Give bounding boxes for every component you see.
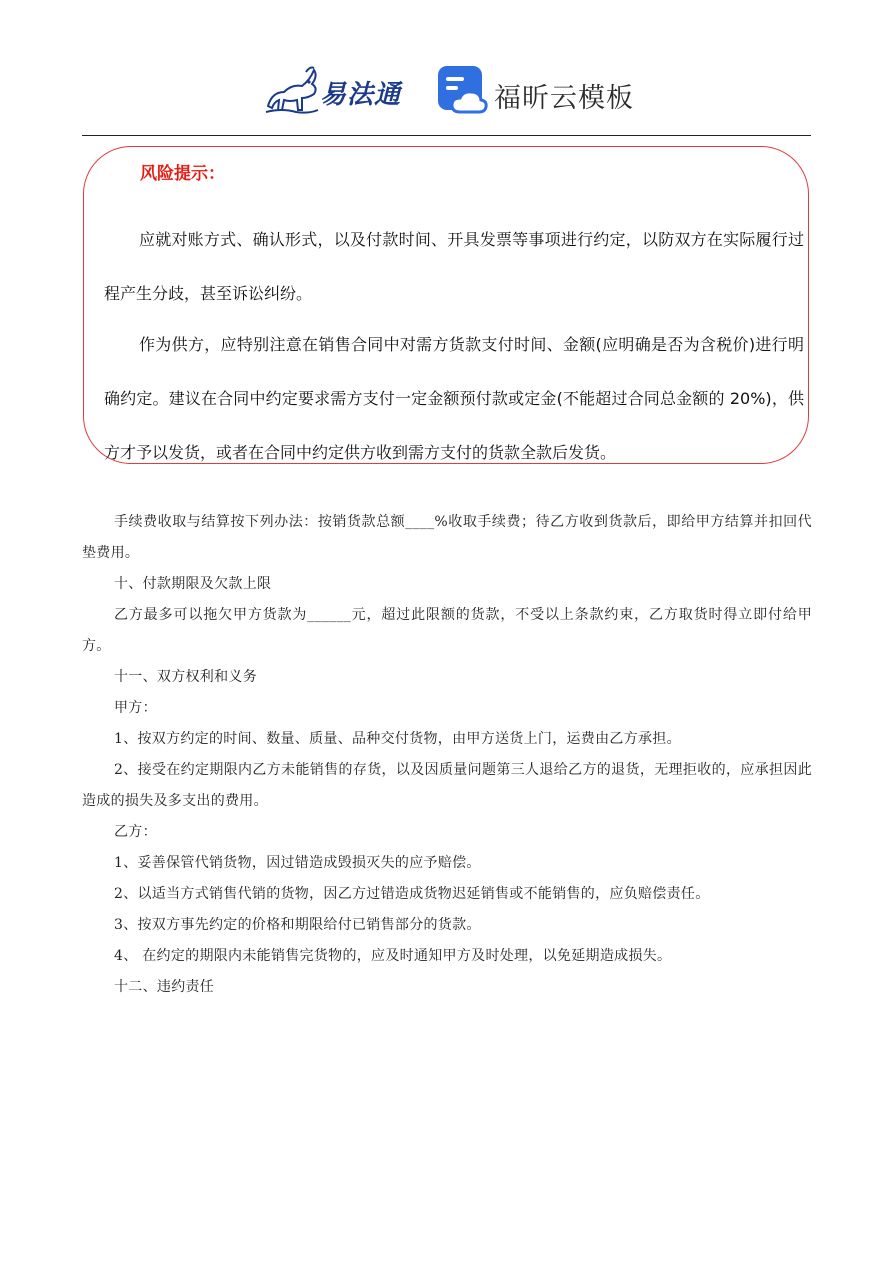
page-header [0,60,893,122]
party-label: 甲方： [114,700,157,716]
contract-body [82,507,812,1003]
risk-paragraph: 作为供方，应特别注意在销售合同中对需方货款支付时间、金额(应明确是否为含税价)进行明确约定。建议在合同中约定要求需方支付一定金额预付款或定金(不能超过合同总金额的 20%)，供方才予以发货，或者在合同中约定供方收到需方支付的货款全款后发货。 [104,335,804,462]
qilin-mascot-icon [262,62,322,118]
risk-notice-title: 风险提示： [140,164,225,184]
fuxin-wordmark: 福昕云模板 [494,83,634,114]
cloud-document-icon [436,64,488,116]
yifatong-wordmark: 易法通 [320,80,402,110]
body-paragraph: 乙方最多可以拖欠甲方货款为______元，超过此限额的货款，不受以上条款约束，乙方取货时得立即付给甲方。 [82,607,812,654]
body-paragraph: 手续费收取与结算按下列办法：按销货款总额____%收取手续费；待乙方收到货款后，即给甲方结算并扣回代垫费用。 [82,514,812,561]
list-item: 4、 在约定的期限内未能销售完货物的，应及时通知甲方及时处理，以免延期造成损失。 [114,948,672,964]
party-label: 乙方： [114,824,157,840]
yifatong-logo [262,62,412,118]
section-heading: 十二、违约责任 [114,979,215,995]
header-divider [82,135,811,136]
fuxin-template-logo [436,64,636,118]
list-item: 2、接受在约定期限内乙方未能销售的存货，以及因质量问题第三人退给乙方的退货，无理拒收的，应承担因此造成的损失及多支出的费用。 [82,762,812,809]
section-heading: 十一、双方权利和义务 [114,669,257,685]
list-item: 3、按双方事先约定的价格和期限给付已销售部分的货款。 [114,917,481,933]
section-heading: 十、付款期限及欠款上限 [114,576,272,592]
risk-paragraph: 应就对账方式、确认形式，以及付款时间、开具发票等事项进行约定，以防双方在实际履行过程产生分歧，甚至诉讼纠纷。 [104,230,804,303]
list-item: 1、妥善保管代销货物，因过错造成毁损灭失的应予赔偿。 [114,855,481,871]
list-item: 2、以适当方式销售代销的货物，因乙方过错造成货物迟延销售或不能销售的，应负赔偿责任。 [114,886,710,902]
risk-notice-box [83,146,809,464]
list-item: 1、按双方约定的时间、数量、质量、品种交付货物，由甲方送货上门，运费由乙方承担。 [114,731,681,747]
